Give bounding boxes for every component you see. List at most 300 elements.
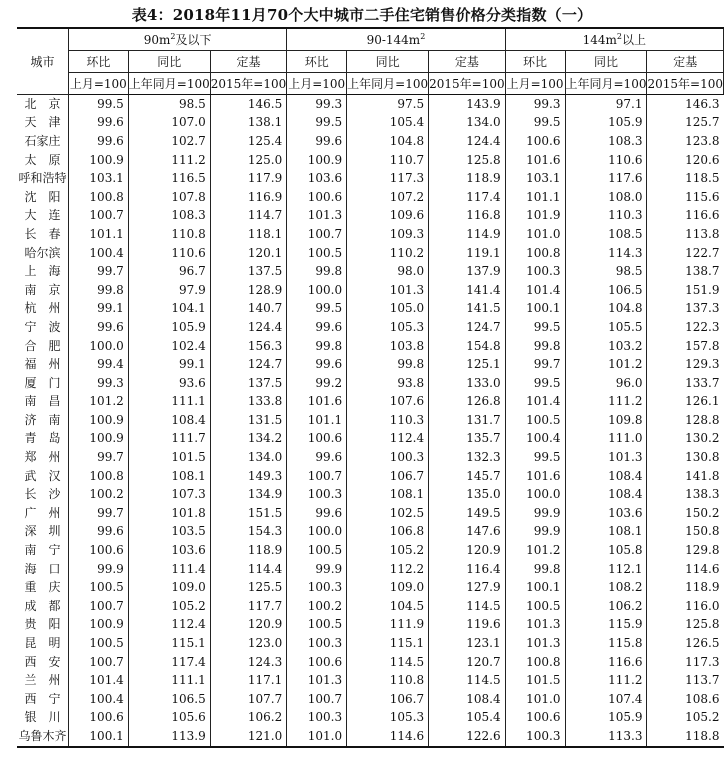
city-name: 南 宁 [24, 543, 61, 558]
index-value-cell: 126.1 [647, 393, 724, 412]
index-value-cell: 105.2 [347, 541, 429, 560]
index-value-cell: 103.8 [347, 337, 429, 356]
index-value-cell: 100.7 [68, 653, 128, 672]
index-value-cell: 99.8 [505, 337, 565, 356]
city-name: 福 州 [24, 357, 61, 372]
index-value-cell: 154.3 [210, 523, 287, 542]
index-value-cell: 108.4 [128, 411, 210, 430]
index-value-cell: 100.3 [287, 709, 347, 728]
index-value-cell: 100.2 [287, 597, 347, 616]
table-row [17, 318, 724, 337]
index-value-cell: 138.3 [647, 485, 724, 504]
index-value-cell: 111.2 [565, 393, 647, 412]
city-name: 呼和浩特 [18, 171, 67, 186]
index-value-cell: 146.3 [647, 95, 724, 114]
index-value-cell: 100.3 [347, 448, 429, 467]
table-row [17, 132, 724, 151]
index-value-cell: 100.4 [68, 690, 128, 709]
index-value-cell: 98.5 [565, 262, 647, 281]
index-value-cell: 149.5 [429, 504, 506, 523]
index-value-cell: 99.6 [287, 132, 347, 151]
index-value-cell: 111.0 [565, 430, 647, 449]
index-value-cell: 101.1 [505, 188, 565, 207]
index-value-cell: 111.2 [128, 151, 210, 170]
index-value-cell: 99.5 [287, 300, 347, 319]
index-value-cell: 101.0 [505, 225, 565, 244]
city-name: 银 川 [24, 710, 61, 725]
index-value-cell: 100.5 [287, 244, 347, 263]
table-row [17, 634, 724, 653]
index-value-cell: 105.3 [347, 709, 429, 728]
index-value-cell: 110.3 [347, 411, 429, 430]
index-value-cell: 99.6 [68, 132, 128, 151]
index-value-cell: 110.8 [128, 225, 210, 244]
index-value-cell: 107.3 [128, 485, 210, 504]
index-value-cell: 132.3 [429, 448, 506, 467]
index-value-cell: 113.9 [128, 727, 210, 747]
index-value-cell: 108.3 [128, 207, 210, 226]
index-value-cell: 99.9 [505, 523, 565, 542]
city-name: 深 圳 [24, 524, 61, 539]
index-value-cell: 108.1 [347, 485, 429, 504]
index-value-cell: 118.1 [210, 225, 287, 244]
table-row [17, 188, 724, 207]
table-row [17, 485, 724, 504]
sub-header-yoy: 同比 [565, 51, 647, 73]
table-row [17, 151, 724, 170]
index-value-cell: 102.5 [347, 504, 429, 523]
group-header-144-and-above: $144m^2$以上 [505, 28, 723, 51]
index-value-cell: 100.9 [68, 430, 128, 449]
index-value-cell: 118.9 [429, 169, 506, 188]
index-value-cell: 97.1 [565, 95, 647, 114]
index-value-cell: 101.3 [505, 634, 565, 653]
index-value-cell: 149.3 [210, 467, 287, 486]
city-name: 贵 阳 [24, 617, 61, 632]
index-value-cell: 109.8 [565, 411, 647, 430]
index-value-cell: 124.7 [429, 318, 506, 337]
index-value-cell: 114.5 [347, 653, 429, 672]
index-value-cell: 115.8 [565, 634, 647, 653]
index-value-cell: 116.9 [210, 188, 287, 207]
index-value-cell: 147.6 [429, 523, 506, 542]
city-name: 南 昌 [24, 394, 61, 409]
index-value-cell: 100.7 [287, 690, 347, 709]
index-value-cell: 103.1 [68, 169, 128, 188]
index-value-cell: 115.9 [565, 616, 647, 635]
index-value-cell: 137.9 [429, 262, 506, 281]
city-name: 石家庄 [24, 133, 61, 148]
index-value-cell: 100.5 [68, 578, 128, 597]
index-value-cell: 124.7 [210, 355, 287, 374]
index-value-cell: 118.5 [647, 169, 724, 188]
index-value-cell: 146.5 [210, 95, 287, 114]
index-value-cell: 99.8 [505, 560, 565, 579]
table-row [17, 114, 724, 133]
index-value-cell: 100.0 [505, 485, 565, 504]
index-value-cell: 105.6 [128, 709, 210, 728]
index-value-cell: 99.7 [68, 504, 128, 523]
index-value-cell: 122.3 [647, 318, 724, 337]
index-value-cell: 134.9 [210, 485, 287, 504]
index-value-cell: 99.5 [505, 318, 565, 337]
index-value-cell: 100.8 [68, 467, 128, 486]
index-value-cell: 117.3 [647, 653, 724, 672]
index-value-cell: 102.4 [128, 337, 210, 356]
index-value-cell: 101.1 [68, 225, 128, 244]
index-value-cell: 104.1 [128, 300, 210, 319]
index-value-cell: 103.5 [128, 523, 210, 542]
index-value-cell: 101.3 [347, 281, 429, 300]
index-value-cell: 107.2 [347, 188, 429, 207]
city-name: 沈 阳 [24, 189, 61, 204]
index-value-cell: 110.6 [565, 151, 647, 170]
index-value-cell: 108.4 [429, 690, 506, 709]
index-value-cell: 100.9 [68, 411, 128, 430]
index-value-cell: 107.8 [128, 188, 210, 207]
index-value-cell: 134.0 [210, 448, 287, 467]
table-row [17, 355, 724, 374]
index-value-cell: 133.7 [647, 374, 724, 393]
index-value-cell: 99.5 [68, 95, 128, 114]
index-value-cell: 117.4 [429, 188, 506, 207]
index-value-cell: 103.6 [287, 169, 347, 188]
index-value-cell: 107.6 [347, 393, 429, 412]
index-value-cell: 118.8 [647, 727, 724, 747]
index-value-cell: 104.5 [347, 597, 429, 616]
group-header-90-and-below: $90m^2$及以下 [68, 28, 286, 51]
index-value-cell: 101.9 [505, 207, 565, 226]
index-value-cell: 115.1 [128, 634, 210, 653]
unit-header-2015: 2015年=100 [647, 73, 724, 95]
index-value-cell: 106.5 [565, 281, 647, 300]
index-value-cell: 110.3 [565, 207, 647, 226]
city-name: 重 庆 [24, 580, 61, 595]
index-value-cell: 101.4 [505, 281, 565, 300]
index-value-cell: 123.0 [210, 634, 287, 653]
index-value-cell: 105.5 [565, 318, 647, 337]
index-value-cell: 98.0 [347, 262, 429, 281]
index-value-cell: 100.5 [287, 541, 347, 560]
index-value-cell: 114.9 [429, 225, 506, 244]
index-value-cell: 100.6 [68, 709, 128, 728]
index-value-cell: 133.0 [429, 374, 506, 393]
index-value-cell: 109.3 [347, 225, 429, 244]
index-value-cell: 100.1 [505, 300, 565, 319]
index-value-cell: 108.6 [647, 690, 724, 709]
index-value-cell: 99.9 [68, 560, 128, 579]
index-value-cell: 120.6 [647, 151, 724, 170]
index-value-cell: 106.5 [128, 690, 210, 709]
city-name: 青 岛 [24, 431, 61, 446]
sub-header-yoy: 同比 [347, 51, 429, 73]
index-value-cell: 100.7 [287, 467, 347, 486]
index-value-cell: 119.6 [429, 616, 506, 635]
index-value-cell: 112.4 [128, 616, 210, 635]
index-value-cell: 141.4 [429, 281, 506, 300]
index-value-cell: 108.3 [565, 132, 647, 151]
index-value-cell: 101.4 [505, 393, 565, 412]
index-value-cell: 110.2 [347, 244, 429, 263]
table-body [17, 95, 724, 747]
index-value-cell: 99.6 [287, 504, 347, 523]
index-value-cell: 138.1 [210, 114, 287, 133]
index-value-cell: 99.2 [287, 374, 347, 393]
table-row [17, 448, 724, 467]
table-row [17, 504, 724, 523]
index-value-cell: 111.1 [128, 393, 210, 412]
index-value-cell: 96.0 [565, 374, 647, 393]
index-value-cell: 116.6 [565, 653, 647, 672]
index-value-cell: 113.3 [565, 727, 647, 747]
city-name: 合 肥 [24, 338, 61, 353]
index-value-cell: 118.9 [647, 578, 724, 597]
index-value-cell: 137.3 [647, 300, 724, 319]
index-value-cell: 116.8 [429, 207, 506, 226]
index-value-cell: 111.4 [128, 560, 210, 579]
index-value-cell: 99.6 [287, 355, 347, 374]
index-value-cell: 103.2 [565, 337, 647, 356]
index-value-cell: 100.6 [68, 541, 128, 560]
index-value-cell: 145.7 [429, 467, 506, 486]
index-value-cell: 100.8 [505, 653, 565, 672]
index-value-cell: 125.4 [210, 132, 287, 151]
index-value-cell: 100.5 [505, 597, 565, 616]
index-value-cell: 124.4 [210, 318, 287, 337]
unit-header-last-month: 上月=100 [505, 73, 565, 95]
index-value-cell: 124.3 [210, 653, 287, 672]
index-value-cell: 99.5 [505, 374, 565, 393]
table-row [17, 281, 724, 300]
table-row [17, 523, 724, 542]
index-value-cell: 137.5 [210, 262, 287, 281]
index-value-cell: 120.9 [210, 616, 287, 635]
index-value-cell: 125.1 [429, 355, 506, 374]
index-value-cell: 109.0 [128, 578, 210, 597]
index-value-cell: 122.6 [429, 727, 506, 747]
city-name: 兰 州 [24, 673, 61, 688]
index-value-cell: 122.7 [647, 244, 724, 263]
city-name: 哈尔滨 [24, 245, 61, 260]
index-value-cell: 116.0 [647, 597, 724, 616]
city-name: 昆 明 [24, 636, 61, 651]
table-row [17, 467, 724, 486]
index-value-cell: 104.8 [347, 132, 429, 151]
city-name: 杭 州 [24, 301, 61, 316]
index-value-cell: 101.3 [505, 616, 565, 635]
index-value-cell: 125.8 [647, 616, 724, 635]
index-value-cell: 105.4 [429, 709, 506, 728]
index-value-cell: 105.9 [565, 114, 647, 133]
city-name: 长 春 [24, 226, 61, 241]
city-name: 广 州 [24, 505, 61, 520]
sub-header-mom: 环比 [287, 51, 347, 73]
index-value-cell: 101.0 [287, 727, 347, 747]
index-value-cell: 134.2 [210, 430, 287, 449]
index-value-cell: 123.1 [429, 634, 506, 653]
table-row [17, 430, 724, 449]
index-value-cell: 105.9 [565, 709, 647, 728]
index-value-cell: 99.6 [68, 318, 128, 337]
index-value-cell: 100.3 [287, 485, 347, 504]
index-value-cell: 156.3 [210, 337, 287, 356]
index-value-cell: 103.6 [128, 541, 210, 560]
index-value-cell: 100.1 [505, 578, 565, 597]
index-value-cell: 101.6 [505, 151, 565, 170]
index-value-cell: 100.2 [68, 485, 128, 504]
index-value-cell: 120.9 [429, 541, 506, 560]
table-row [17, 393, 724, 412]
index-value-cell: 101.3 [565, 448, 647, 467]
table-row [17, 653, 724, 672]
index-value-cell: 120.1 [210, 244, 287, 263]
index-value-cell: 99.9 [505, 504, 565, 523]
index-value-cell: 115.6 [647, 188, 724, 207]
index-value-cell: 128.9 [210, 281, 287, 300]
table-row [17, 690, 724, 709]
sub-header-mom: 环比 [505, 51, 565, 73]
index-value-cell: 110.7 [347, 151, 429, 170]
index-value-cell: 113.8 [647, 225, 724, 244]
index-value-cell: 118.9 [210, 541, 287, 560]
unit-header-last-month: 上月=100 [287, 73, 347, 95]
index-value-cell: 107.7 [210, 690, 287, 709]
index-value-cell: 100.8 [68, 188, 128, 207]
table-header [17, 28, 724, 95]
index-value-cell: 105.9 [128, 318, 210, 337]
index-value-cell: 141.5 [429, 300, 506, 319]
index-value-cell: 99.5 [287, 114, 347, 133]
index-value-cell: 107.0 [128, 114, 210, 133]
index-value-cell: 101.2 [565, 355, 647, 374]
index-value-cell: 135.0 [429, 485, 506, 504]
index-value-cell: 117.6 [565, 169, 647, 188]
city-name: 西 安 [24, 654, 61, 669]
index-value-cell: 101.8 [128, 504, 210, 523]
city-name: 海 口 [24, 561, 61, 576]
city-name: 成 都 [24, 598, 61, 613]
index-value-cell: 99.7 [505, 355, 565, 374]
index-value-cell: 119.1 [429, 244, 506, 263]
city-name: 长 沙 [24, 487, 61, 502]
index-value-cell: 100.6 [287, 188, 347, 207]
index-value-cell: 99.7 [68, 262, 128, 281]
sub-header-yoy: 同比 [128, 51, 210, 73]
index-value-cell: 151.5 [210, 504, 287, 523]
index-value-cell: 99.6 [68, 523, 128, 542]
index-value-cell: 99.8 [287, 337, 347, 356]
index-value-cell: 108.0 [565, 188, 647, 207]
index-value-cell: 137.5 [210, 374, 287, 393]
index-value-cell: 101.4 [68, 671, 128, 690]
index-value-cell: 99.6 [287, 318, 347, 337]
index-value-cell: 100.4 [68, 244, 128, 263]
index-value-cell: 93.6 [128, 374, 210, 393]
index-value-cell: 105.4 [347, 114, 429, 133]
index-value-cell: 117.1 [210, 671, 287, 690]
index-value-cell: 114.5 [429, 597, 506, 616]
index-value-cell: 100.0 [287, 281, 347, 300]
index-value-cell: 108.2 [565, 578, 647, 597]
index-value-cell: 127.9 [429, 578, 506, 597]
index-value-cell: 125.0 [210, 151, 287, 170]
sub-header-base: 定基 [210, 51, 287, 73]
table-row [17, 374, 724, 393]
table-title: 表4：2018年11月70个大中城市二手住宅销售价格分类指数（一） [131, 6, 593, 24]
index-value-cell: 106.7 [347, 690, 429, 709]
index-value-cell: 117.9 [210, 169, 287, 188]
index-value-cell: 116.4 [429, 560, 506, 579]
index-value-cell: 108.1 [128, 467, 210, 486]
index-value-cell: 99.3 [68, 374, 128, 393]
index-value-cell: 100.9 [287, 151, 347, 170]
index-value-cell: 105.3 [347, 318, 429, 337]
index-value-cell: 97.5 [347, 95, 429, 114]
table-row [17, 262, 724, 281]
index-value-cell: 114.7 [210, 207, 287, 226]
index-value-cell: 125.5 [210, 578, 287, 597]
index-value-cell: 109.0 [347, 578, 429, 597]
index-value-cell: 99.3 [505, 95, 565, 114]
index-value-cell: 100.5 [505, 411, 565, 430]
unit-header-same-month-last-year: 上年同月=100 [128, 73, 210, 95]
index-value-cell: 100.7 [68, 597, 128, 616]
index-value-cell: 101.5 [505, 671, 565, 690]
index-value-cell: 141.8 [647, 467, 724, 486]
index-value-cell: 100.9 [68, 151, 128, 170]
index-value-cell: 99.4 [68, 355, 128, 374]
index-value-cell: 115.1 [347, 634, 429, 653]
sub-header-base: 定基 [647, 51, 724, 73]
city-name: 济 南 [24, 412, 61, 427]
index-value-cell: 108.5 [565, 225, 647, 244]
city-name: 武 汉 [24, 468, 61, 483]
index-value-cell: 129.3 [647, 355, 724, 374]
index-value-cell: 99.9 [287, 560, 347, 579]
index-value-cell: 114.4 [210, 560, 287, 579]
index-value-cell: 101.3 [287, 207, 347, 226]
index-value-cell: 111.7 [128, 430, 210, 449]
index-value-cell: 114.6 [347, 727, 429, 747]
index-value-cell: 100.7 [68, 207, 128, 226]
table-row [17, 671, 724, 690]
index-value-cell: 99.8 [347, 355, 429, 374]
index-value-cell: 120.7 [429, 653, 506, 672]
index-value-cell: 101.6 [287, 393, 347, 412]
index-value-cell: 101.0 [505, 690, 565, 709]
table-row [17, 300, 724, 319]
index-value-cell: 103.6 [565, 504, 647, 523]
index-value-cell: 134.0 [429, 114, 506, 133]
index-value-cell: 114.5 [429, 671, 506, 690]
index-value-cell: 117.7 [210, 597, 287, 616]
city-name: 郑 州 [24, 450, 61, 465]
index-value-cell: 100.3 [287, 578, 347, 597]
index-value-cell: 154.8 [429, 337, 506, 356]
index-value-cell: 112.2 [347, 560, 429, 579]
index-value-cell: 105.8 [565, 541, 647, 560]
index-value-cell: 100.0 [68, 337, 128, 356]
table-row [17, 597, 724, 616]
index-value-cell: 97.9 [128, 281, 210, 300]
index-value-cell: 99.8 [287, 262, 347, 281]
index-value-cell: 100.3 [287, 634, 347, 653]
index-value-cell: 100.6 [287, 430, 347, 449]
index-value-cell: 99.1 [128, 355, 210, 374]
index-value-cell: 96.7 [128, 262, 210, 281]
index-value-cell: 131.7 [429, 411, 506, 430]
city-name: 北 京 [24, 96, 61, 111]
